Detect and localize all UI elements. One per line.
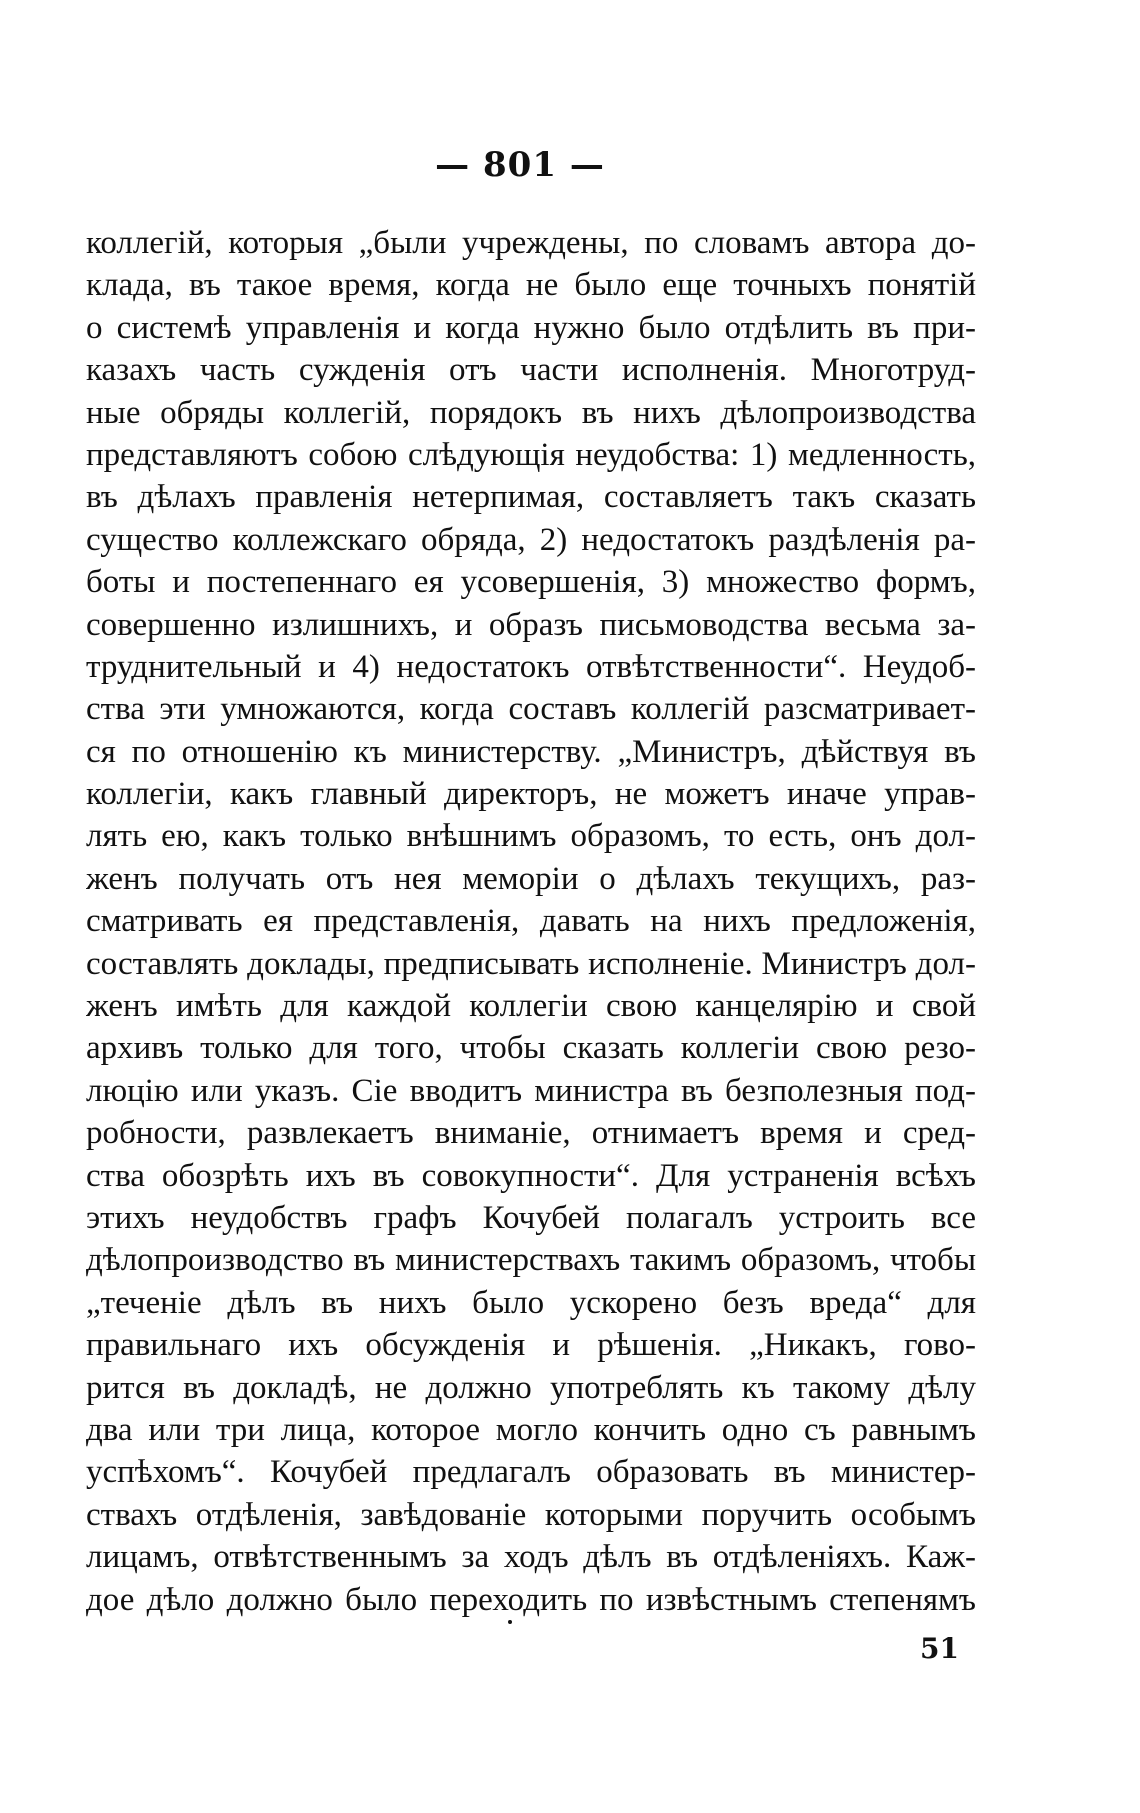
text-line: женъ имѣть для каждой коллегіи свою канцелярію и свой [86,988,976,1025]
text-line: успѣхомъ“. Кочубей предлагалъ образовать въ министер- [86,1454,976,1491]
text-line: робности, развлекаетъ вниманіе, отнимаетъ время и сред- [86,1115,976,1152]
text-line: казахъ часть сужденія отъ части исполненія. Многотруд- [86,352,976,389]
text-line: два или три лица, которое могло кончить одно съ равнымъ [86,1411,976,1448]
text-line: этихъ неудобствъ графъ Кочубей полагалъ устроить все [86,1199,976,1236]
text-line: сматривать ея представленія, давать на нихъ предложенія, [86,903,976,940]
page-number-header: — 801 — [435,145,605,185]
text-line: представляютъ собою слѣдующія неудобства: 1) медленность, [86,436,976,473]
text-line: рится въ докладѣ, не должно употреблять къ такому дѣлу [86,1369,976,1406]
ink-speck [508,1620,512,1624]
text-line: ства обозрѣть ихъ въ совокупности“. Для устраненія всѣхъ [86,1157,976,1194]
text-line: архивъ только для того, чтобы сказать коллегіи свою резо- [86,1030,976,1067]
signature-mark: 51 [920,1632,959,1665]
text-line: боты и постепеннаго ея усовершенія, 3) множество формъ, [86,564,976,601]
text-line: совершенно излишнихъ, и образъ письмоводства весьма за- [86,606,976,643]
text-line: клада, въ такое время, когда не было еще точныхъ понятій [86,267,976,304]
text-line: ства эти умножаются, когда составъ коллегій разсматривает- [86,691,976,728]
text-line: ствахъ отдѣленія, завѣдованіе которыми поручить особымъ [86,1496,976,1533]
text-line: ные обряды коллегій, порядокъ въ нихъ дѣлопроизводства [86,394,976,431]
text-line: коллегій, которыя „были учреждены, по словамъ автора до- [86,225,976,261]
text-line: женъ получать отъ нея меморіи о дѣлахъ текущихъ, раз- [86,860,976,897]
text-line: лицамъ, отвѣтственнымъ за ходъ дѣлъ въ отдѣленіяхъ. Каж- [86,1539,976,1576]
text-line: правильнаго ихъ обсужденія и рѣшенія. „Никакъ, гово- [86,1327,976,1364]
text-line: о системѣ управленія и когда нужно было отдѣлить въ при- [86,309,976,346]
text-line: „теченіе дѣлъ въ нихъ было ускорено безъ вреда“ для [86,1284,976,1321]
text-line: дѣлопроизводство въ министерствахъ такимъ образомъ, чтобы [86,1242,976,1279]
text-line: въ дѣлахъ правленія нетерпимая, составляетъ такъ сказать [86,479,976,516]
text-line: лять ею, какъ только внѣшнимъ образомъ, то есть, онъ дол- [86,818,976,855]
text-line: коллегіи, какъ главный директоръ, не можетъ иначе управ- [86,776,976,813]
text-line: ся по отношенію къ министерству. „Министръ, дѣйствуя въ [86,733,976,770]
body-text [86,222,976,1621]
text-line: существо коллежскаго обряда, 2) недостатокъ раздѣленія ра- [86,521,976,558]
text-line: труднительный и 4) недостатокъ отвѣтственности“. Неудоб- [86,648,976,685]
text-line: дое дѣло должно было переходить по извѣстнымъ степенямъ [86,1581,976,1618]
text-line: составлять доклады, предписывать исполненіе. Министръ дол- [86,945,976,982]
text-line: люцію или указъ. Сіе вводитъ министра въ безполезныя под- [86,1072,976,1109]
